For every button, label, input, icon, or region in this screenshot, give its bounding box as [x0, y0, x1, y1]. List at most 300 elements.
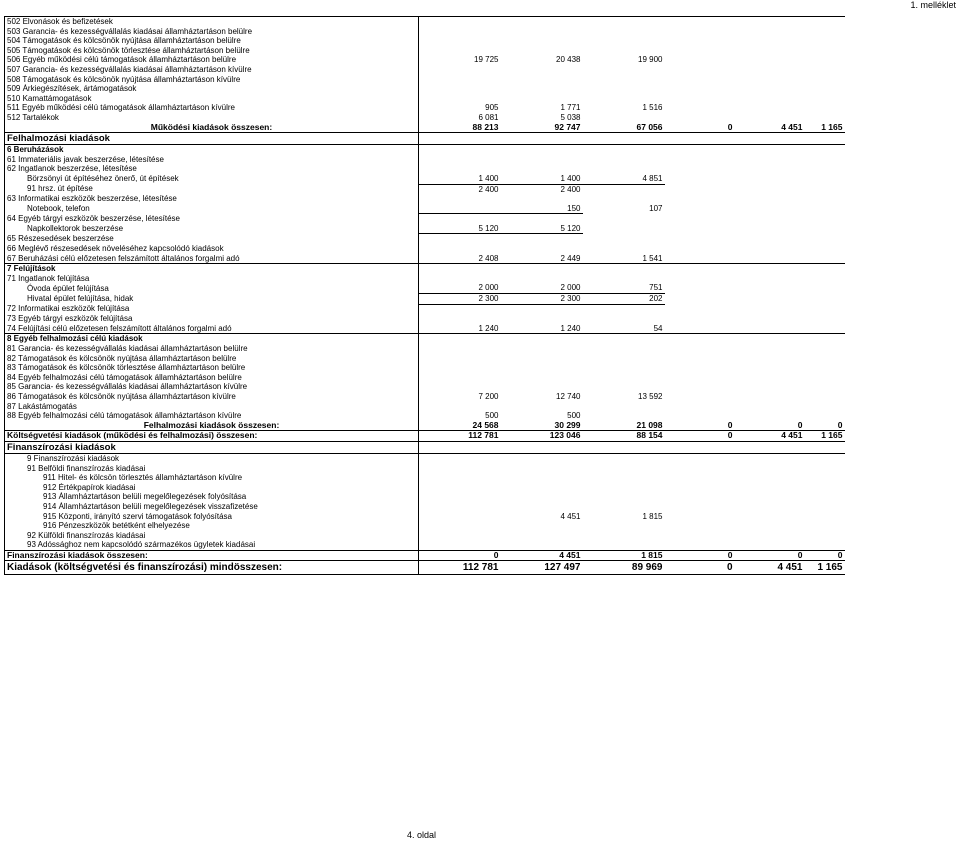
row-value-1: 6 081: [478, 112, 499, 122]
row-value-2: [501, 540, 583, 550]
row-value-3: [583, 234, 665, 244]
row-value-5: [735, 103, 805, 113]
table-row: [5, 174, 845, 184]
row-value-5: [735, 46, 805, 56]
row-value-3: 21 098: [636, 420, 663, 430]
row-label: 6 Beruházások: [5, 145, 419, 155]
row-value-5: [735, 373, 805, 383]
row-value-6: [805, 512, 845, 522]
row-value-3: [583, 402, 665, 412]
row-value-6: [805, 224, 845, 234]
row-value-3: [583, 382, 665, 392]
row-value-4: [665, 254, 735, 264]
row-value-5: [735, 133, 805, 145]
row-value-2: [501, 441, 583, 453]
row-value-6: [805, 84, 845, 94]
row-value-3: [583, 334, 665, 344]
row-value-3: 54: [653, 323, 663, 333]
row-value-6: [805, 324, 845, 334]
row-value-4: [665, 334, 735, 344]
row-value-3: 13 592: [638, 391, 663, 401]
row-value-1: [419, 373, 501, 383]
row-value-1: [419, 314, 501, 324]
table-row: [5, 145, 845, 155]
row-value-6: [805, 94, 845, 104]
row-value-1: [419, 363, 501, 373]
row-value-1: 112 781: [419, 431, 501, 442]
row-value-2: [501, 194, 583, 204]
row-value-4: [665, 531, 735, 541]
row-value-4: [665, 521, 735, 531]
row-value-6: [805, 411, 845, 421]
row-value-6: 0: [837, 420, 843, 430]
table-row: [5, 204, 845, 214]
row-value-4: [665, 464, 735, 474]
row-value-5: [735, 17, 805, 27]
row-value-3: [583, 453, 665, 463]
row-value-4: [665, 75, 735, 85]
row-value-2: 1 400: [501, 174, 583, 184]
row-label: Notebook, telefon: [5, 204, 419, 214]
row-value-3: [583, 304, 665, 314]
row-value-5: [735, 55, 805, 65]
row-label: 85 Garancia- és kezességvállalás kiadásai államháztartáson kívülre: [5, 382, 419, 392]
table-row: [5, 155, 845, 165]
row-label: 81 Garancia- és kezességvállalás kiadásai államháztartáson belülre: [5, 344, 419, 354]
row-value-3: [583, 441, 665, 453]
row-value-3: [583, 492, 665, 502]
row-value-1: [419, 46, 501, 56]
row-value-5: [735, 363, 805, 373]
row-value-1: 2 400: [478, 184, 499, 194]
table-row: [5, 453, 845, 463]
row-value-3: 19 900: [638, 55, 663, 65]
row-value-3: 67 056: [636, 122, 663, 132]
row-value-4: [665, 155, 735, 165]
expenditure-table-body: [5, 17, 845, 575]
row-label: 74 Felújítási célú előzetesen felszámított általános forgalmi adó: [5, 324, 419, 334]
row-value-1: [419, 214, 501, 224]
row-value-5: 4 451: [781, 122, 803, 132]
row-value-3: [583, 521, 665, 531]
table-row: [5, 441, 845, 453]
expenditure-table: [4, 16, 845, 575]
row-label: 71 Ingatlanok felújítása: [5, 274, 419, 284]
row-value-4: [665, 441, 735, 453]
row-value-6: [805, 264, 845, 274]
row-value-3: [583, 94, 665, 104]
row-value-3: 1 815: [583, 550, 665, 561]
row-value-4: [665, 363, 735, 373]
table-row: [5, 411, 845, 421]
table-row: [5, 27, 845, 37]
row-value-1: [419, 382, 501, 392]
row-value-4: [665, 65, 735, 75]
row-value-2: 2 400: [560, 184, 581, 194]
row-label: Óvoda épület felújítása: [5, 283, 419, 293]
row-value-6: [805, 184, 845, 194]
row-value-3: 202: [583, 294, 665, 305]
row-value-5: [735, 294, 805, 305]
row-label: 504 Támogatások és kölcsönök nyújtása államháztartáson belülre: [5, 36, 419, 46]
row-value-5: [735, 334, 805, 344]
row-value-5: [735, 113, 805, 123]
row-value-3: [583, 113, 665, 123]
row-value-5: [735, 204, 805, 214]
row-value-5: [735, 402, 805, 412]
row-value-1: [419, 94, 501, 104]
table-row: [5, 502, 845, 512]
table-row: [5, 344, 845, 354]
row-label: 512 Tartalékok: [5, 113, 419, 123]
row-label: 65 Részesedések beszerzése: [5, 234, 419, 244]
row-value-2: 127 497: [501, 561, 583, 575]
row-value-5: [735, 304, 805, 314]
row-value-6: [805, 65, 845, 75]
row-value-3: [583, 27, 665, 37]
row-value-2: [501, 234, 583, 244]
row-value-2: [501, 46, 583, 56]
table-row: [5, 373, 845, 383]
row-value-4: [665, 224, 735, 234]
row-value-5: [735, 36, 805, 46]
row-value-3: [583, 145, 665, 155]
row-value-6: [805, 540, 845, 550]
row-value-6: [805, 174, 845, 184]
row-value-1: 24 568: [472, 420, 499, 430]
row-value-6: [805, 473, 845, 483]
row-value-4: 0: [665, 550, 735, 561]
row-value-4: [665, 304, 735, 314]
row-value-2: [501, 382, 583, 392]
row-value-2: [501, 214, 583, 224]
table-row: [5, 314, 845, 324]
row-value-6: [805, 464, 845, 474]
row-value-4: [665, 473, 735, 483]
row-value-1: 905: [485, 103, 499, 113]
row-value-2: 500: [567, 411, 581, 421]
row-value-5: [735, 521, 805, 531]
row-value-2: 30 299: [554, 420, 581, 430]
table-row: [5, 75, 845, 85]
row-label: 915 Központi, irányító szervi támogatások folyósítása: [5, 512, 419, 522]
row-value-4: [665, 392, 735, 402]
row-label: 505 Támogatások és kölcsönök törlesztése államháztartáson belülre: [5, 46, 419, 56]
row-value-1: 1 400: [419, 174, 501, 184]
row-value-3: [583, 46, 665, 56]
table-row: [5, 354, 845, 364]
row-value-1: [419, 521, 501, 531]
table-row: [5, 244, 845, 254]
row-value-2: [501, 164, 583, 174]
table-row: [5, 133, 845, 145]
row-value-2: [501, 363, 583, 373]
row-value-1: [419, 65, 501, 75]
row-value-6: [805, 244, 845, 254]
row-value-4: [665, 133, 735, 145]
row-value-1: [419, 441, 501, 453]
row-value-5: 0: [797, 420, 803, 430]
row-value-4: [665, 512, 735, 522]
row-value-5: [735, 234, 805, 244]
row-value-3: [583, 540, 665, 550]
row-value-5: [735, 382, 805, 392]
row-value-6: 1 165: [805, 431, 845, 442]
row-value-2: [501, 531, 583, 541]
table-row: [5, 254, 845, 264]
row-value-3: [583, 75, 665, 85]
row-value-4: [665, 540, 735, 550]
table-row: [5, 392, 845, 402]
row-value-3: [583, 224, 665, 234]
row-label: 507 Garancia- és kezességvállalás kiadásai államháztartáson kívülre: [5, 65, 419, 75]
row-value-3: [583, 314, 665, 324]
row-value-3: 1 815: [642, 511, 663, 521]
row-value-1: 0: [419, 550, 501, 561]
row-value-2: [501, 314, 583, 324]
row-value-3: 107: [649, 203, 663, 213]
row-label: 83 Támogatások és kölcsönök törlesztése államháztartáson belülre: [5, 363, 419, 373]
row-value-3: [583, 194, 665, 204]
table-row: [5, 421, 845, 431]
row-value-2: [501, 264, 583, 274]
row-value-5: [735, 174, 805, 184]
row-value-5: [735, 94, 805, 104]
row-label: Finanszírozási kiadások összesen:: [5, 550, 419, 561]
table-row: [5, 113, 845, 123]
row-value-1: [419, 464, 501, 474]
row-value-2: [501, 473, 583, 483]
row-value-6: [805, 334, 845, 344]
row-label: 913 Államháztartáson belüli megelőlegezések folyósítása: [5, 492, 419, 502]
row-value-2: [501, 453, 583, 463]
row-value-5: [735, 324, 805, 334]
row-value-4: [665, 84, 735, 94]
row-label: Börzsönyi út építéséhez önerő, út építések: [5, 174, 419, 184]
table-row: [5, 304, 845, 314]
row-value-6: [805, 314, 845, 324]
row-value-3: [583, 133, 665, 145]
table-row: [5, 224, 845, 234]
row-label: 506 Egyéb működési célú támogatások államháztartáson belülre: [5, 55, 419, 65]
table-row: [5, 324, 845, 334]
row-value-1: [419, 17, 501, 27]
row-value-1: [419, 531, 501, 541]
table-row: [5, 164, 845, 174]
row-value-4: [665, 234, 735, 244]
row-value-1: 2 000: [419, 283, 501, 293]
row-value-4: [665, 194, 735, 204]
row-value-1: [419, 512, 501, 522]
row-value-6: [805, 402, 845, 412]
row-value-5: [735, 75, 805, 85]
row-value-4: [665, 174, 735, 184]
row-value-5: [735, 27, 805, 37]
row-value-5: [735, 145, 805, 155]
row-value-2: [501, 155, 583, 165]
row-value-1: 88 213: [472, 122, 499, 132]
row-value-5: [735, 194, 805, 204]
row-label: Költségvetési kiadások (működési és felhalmozási) összesen:: [5, 431, 419, 442]
row-label: 8 Egyéb felhalmozási célú kiadások: [5, 334, 419, 344]
row-value-2: 150: [501, 204, 583, 214]
row-value-5: 4 451: [735, 431, 805, 442]
row-value-2: 20 438: [556, 55, 581, 65]
row-value-4: [665, 411, 735, 421]
row-label: 916 Pénzeszközök betétként elhelyezése: [5, 521, 419, 531]
row-label: 511 Egyéb működési célú támogatások államháztartáson kívülre: [5, 103, 419, 113]
row-value-6: [805, 441, 845, 453]
row-value-3: 1 516: [642, 103, 663, 113]
row-value-6: [805, 294, 845, 305]
row-value-2: 4 451: [501, 550, 583, 561]
row-value-6: [805, 344, 845, 354]
row-value-2: 5 120: [501, 224, 583, 234]
row-value-3: [583, 184, 665, 194]
row-value-5: [735, 84, 805, 94]
row-label: 510 Kamattámogatások: [5, 94, 419, 104]
table-row: [5, 184, 845, 194]
row-value-6: [805, 55, 845, 65]
row-value-6: [805, 531, 845, 541]
row-value-3: [583, 164, 665, 174]
row-value-5: [735, 155, 805, 165]
row-value-2: [501, 133, 583, 145]
row-value-5: [735, 244, 805, 254]
row-value-4: [665, 214, 735, 224]
row-value-5: [735, 492, 805, 502]
row-value-4: [665, 314, 735, 324]
row-value-6: [805, 354, 845, 364]
row-value-3: 89 969: [583, 561, 665, 575]
row-value-2: [501, 17, 583, 27]
table-row: [5, 521, 845, 531]
row-value-3: [583, 214, 665, 224]
row-value-3: [583, 274, 665, 284]
row-value-2: [501, 75, 583, 85]
row-value-2: [501, 402, 583, 412]
row-value-5: [735, 224, 805, 234]
row-value-5: [735, 283, 805, 293]
row-value-2: [501, 334, 583, 344]
row-value-5: [735, 254, 805, 264]
row-value-5: [735, 411, 805, 421]
table-row: [5, 492, 845, 502]
row-value-1: [419, 164, 501, 174]
row-value-6: [805, 113, 845, 123]
row-value-6: [805, 164, 845, 174]
row-value-4: [665, 492, 735, 502]
row-label: 66 Meglévő részesedések növeléséhez kapcsolódó kiadások: [5, 244, 419, 254]
row-value-1: [419, 36, 501, 46]
row-value-2: [501, 94, 583, 104]
row-value-1: [419, 304, 501, 314]
row-value-6: [805, 304, 845, 314]
row-value-2: [501, 502, 583, 512]
row-label: 62 Ingatlanok beszerzése, létesítése: [5, 164, 419, 174]
row-value-5: [735, 184, 805, 194]
table-row: [5, 46, 845, 56]
row-value-1: [419, 402, 501, 412]
row-value-2: [501, 27, 583, 37]
row-value-2: 5 038: [560, 112, 581, 122]
row-value-2: [501, 521, 583, 531]
row-label: Kiadások (költségvetési és finanszírozási) mindösszesen:: [5, 561, 419, 575]
table-row: [5, 214, 845, 224]
row-label: Hivatal épület felújítása, hidak: [5, 294, 419, 305]
row-label: 7 Felújítások: [5, 264, 419, 274]
row-value-4: [665, 113, 735, 123]
row-value-1: [419, 453, 501, 463]
row-value-2: [501, 344, 583, 354]
row-value-1: 2 300: [419, 294, 501, 305]
row-value-5: [735, 473, 805, 483]
row-value-3: [583, 155, 665, 165]
row-value-2: 92 747: [554, 122, 581, 132]
row-value-6: [805, 392, 845, 402]
table-row: [5, 512, 845, 522]
row-value-4: [665, 244, 735, 254]
row-value-2: 2 300: [501, 294, 583, 305]
row-value-2: [501, 492, 583, 502]
row-label: 92 Külföldi finanszírozás kiadásai: [5, 531, 419, 541]
row-value-3: 1 541: [642, 253, 663, 263]
table-row: [5, 550, 845, 561]
row-label: 503 Garancia- és kezességvállalás kiadásai államháztartáson belülre: [5, 27, 419, 37]
table-row: [5, 194, 845, 204]
row-value-4: [665, 36, 735, 46]
row-label: 91 hrsz. út építése: [5, 184, 419, 194]
row-value-3: [583, 65, 665, 75]
row-value-1: 112 781: [419, 561, 501, 575]
row-value-4: [665, 46, 735, 56]
row-label: 63 Informatikai eszközök beszerzése, létesítése: [5, 194, 419, 204]
row-value-3: 4 851: [583, 174, 665, 184]
row-value-3: [583, 363, 665, 373]
row-value-1: [419, 145, 501, 155]
row-value-5: [735, 354, 805, 364]
table-row: [5, 36, 845, 46]
row-label: 72 Informatikai eszközök felújítása: [5, 304, 419, 314]
row-value-5: [735, 65, 805, 75]
row-value-6: [805, 204, 845, 214]
table-row: [5, 483, 845, 493]
row-value-6: [805, 483, 845, 493]
row-value-2: 1 771: [560, 103, 581, 113]
row-value-1: [419, 483, 501, 493]
row-value-4: [665, 55, 735, 65]
row-value-6: [805, 453, 845, 463]
row-value-3: [583, 17, 665, 27]
row-value-5: [735, 274, 805, 284]
table-row: [5, 431, 845, 442]
row-label: 82 Támogatások és kölcsönök nyújtása államháztartáson belülre: [5, 354, 419, 364]
row-value-3: [583, 502, 665, 512]
row-value-4: [665, 145, 735, 155]
row-label: 61 Immateriális javak beszerzése, létesítése: [5, 155, 419, 165]
row-value-5: [735, 540, 805, 550]
row-value-3: [583, 411, 665, 421]
annex-label: 1. melléklet: [910, 0, 956, 10]
row-value-5: [735, 392, 805, 402]
row-value-5: [735, 214, 805, 224]
row-value-4: [665, 502, 735, 512]
table-row: [5, 540, 845, 550]
row-value-2: [501, 464, 583, 474]
row-label: 91 Belföldi finanszírozás kiadásai: [5, 464, 419, 474]
row-value-4: [665, 373, 735, 383]
row-value-5: [735, 531, 805, 541]
